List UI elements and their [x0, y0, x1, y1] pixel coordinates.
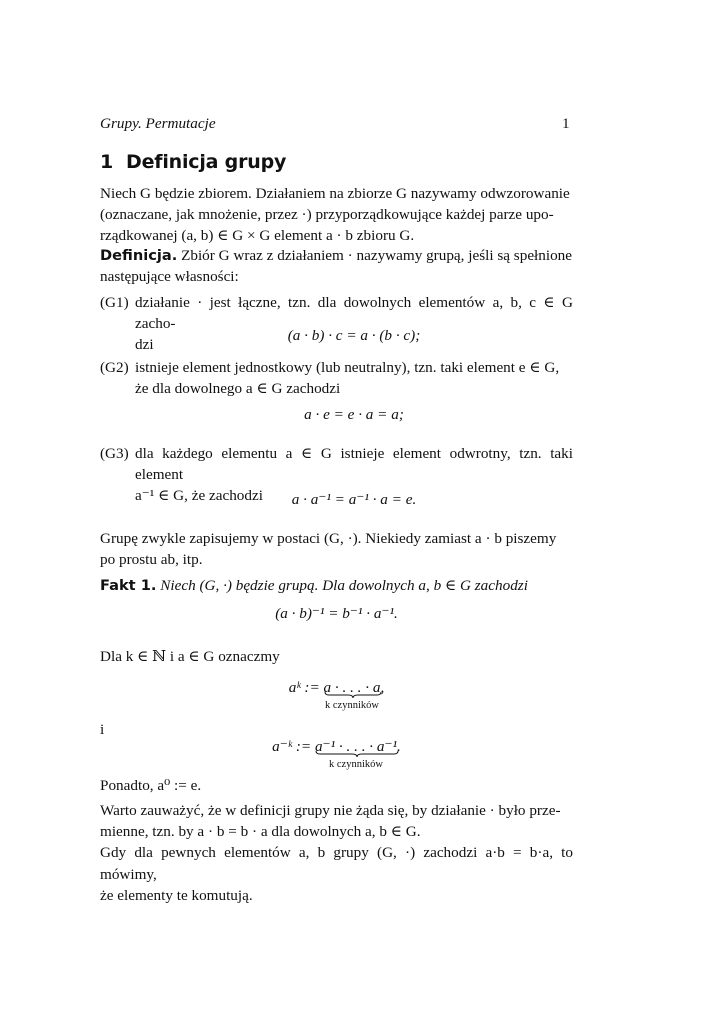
formula-negative-power: [100, 736, 573, 770]
positive-power-product: [323, 677, 381, 711]
intro-line-1: Niech G będzie zbiorem. Działaniem na zbiorze G nazywamy odwzorowanie: [100, 185, 570, 202]
notation-line-2: po prostu ab, itp.: [100, 551, 203, 569]
commutative-paragraph: [100, 800, 573, 906]
positive-power-brace-label: k czynników: [324, 700, 379, 711]
negative-power-end: .: [397, 738, 401, 755]
negative-power-rhs: a⁻¹ · . . . · a⁻¹: [314, 738, 398, 755]
axiom-label-g3: (G3): [100, 445, 129, 462]
intro-line-2: (oznaczane, jak mnożenie, przez ·) przyporządkowujące każdej parze upo-: [100, 206, 554, 224]
formula-inverse-product: (a · b)⁻¹ = b⁻¹ · a⁻¹.: [275, 605, 398, 622]
axiom-g3-line-1: dla każdego elementu a ∈ G istnieje element odwrotny, tzn. taki element: [135, 445, 573, 484]
axiom-g2-line-1: istnieje element jednostkowy (lub neutralny), tzn. taki element e ∈ G,: [135, 359, 560, 376]
page-number: 1: [562, 115, 570, 132]
positive-power-lhs: aᵏ :=: [288, 679, 320, 696]
axiom-label-g1: (G1): [100, 294, 129, 311]
fact-statement: Niech (G, ·) będzie grupą. Dla dowolnych a, b ∈ G zachodzi: [160, 577, 528, 594]
fact-paragraph: [100, 575, 573, 596]
negative-power-brace-label: k czynników: [329, 759, 383, 770]
definition-paragraph: [100, 245, 573, 287]
formula-positive-power: [100, 677, 573, 711]
commutative-line-3: Gdy dla pewnych elementów a, b grupy (G, ·) zachodzi a·b = b·a, to mówimy,: [100, 844, 573, 883]
zero-power-line: Ponadto, a⁰ := e.: [100, 777, 202, 794]
commutative-line-4: że elementy te komutują.: [100, 886, 253, 904]
definition-label: Definicja.: [100, 247, 178, 264]
commutative-line-2: mienne, tzn. by a · b = b · a dla dowolnych a, b ∈ G.: [100, 823, 421, 841]
fact-label: Fakt 1.: [100, 577, 157, 594]
axiom-label-g2: (G2): [100, 359, 129, 376]
commutative-line-1: Warto zauważyć, że w definicji grupy nie żąda się, by działanie · było prze-: [100, 802, 561, 819]
axiom-g1-line-1: działanie · jest łączne, tzn. dla dowolnych elementów a, b, c ∈ G zacho-: [135, 294, 573, 333]
section-heading: [100, 152, 286, 173]
definition-line-1: Zbiór G wraz z działaniem · nazywamy grupą, jeśli są spełnione: [181, 247, 573, 264]
definition-line-2: następujące własności:: [100, 268, 239, 286]
powers-intro: Dla k ∈ ℕ i a ∈ G oznaczmy: [100, 648, 280, 665]
positive-power-end: ,: [380, 679, 385, 696]
axiom-g2-line-2: że dla dowolnego a ∈ G zachodzi: [135, 380, 341, 398]
formula-inverse: a · a⁻¹ = a⁻¹ · a = e.: [291, 491, 417, 508]
axiom-g1-line-2: dzi: [135, 336, 154, 354]
positive-power-rhs: a · . . . · a: [323, 679, 381, 696]
section-number: 1: [100, 151, 114, 173]
intro-line-3: rządkowanej (a, b) ∈ G × G element a · b zbioru G.: [100, 227, 415, 245]
axiom-g3-line-2: a⁻¹ ∈ G, że zachodzi: [135, 487, 263, 505]
negative-power-lhs: a⁻ᵏ :=: [272, 738, 312, 755]
negative-power-product: [314, 736, 398, 770]
section-title: Definicja grupy: [126, 151, 287, 173]
intro-paragraph: [100, 183, 573, 247]
axiom-body-g2: [135, 357, 573, 399]
formula-associativity: (a · b) · c = a · (b · c);: [287, 327, 421, 344]
notation-paragraph: [100, 528, 573, 570]
running-header-title: Grupy. Permutacje: [100, 115, 216, 132]
notation-line-1: Grupę zwykle zapisujemy w postaci (G, ·). Niekiedy zamiast a · b piszemy: [100, 530, 557, 547]
formula-identity: a · e = e · a = a;: [304, 406, 404, 423]
conjunction-i: i: [100, 721, 105, 738]
